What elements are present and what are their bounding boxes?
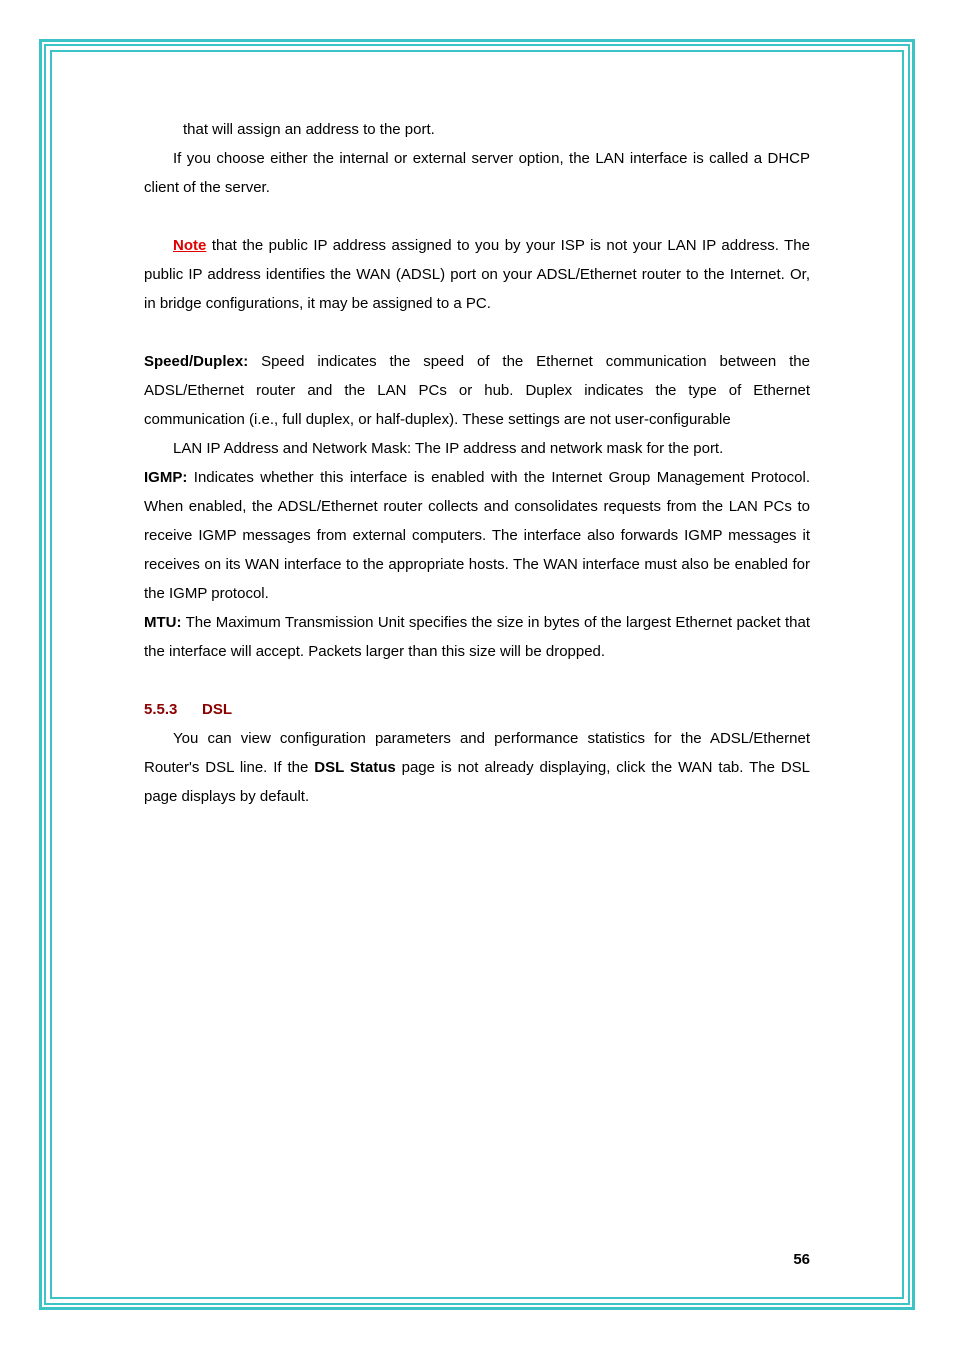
dsl-status-term: DSL Status — [314, 759, 396, 776]
section-title: DSL — [202, 701, 232, 718]
dsl-text-2: page is not already displaying, click the WAN tab. The DSL page displays by default. — [144, 759, 810, 805]
paragraph-speed-duplex — [144, 347, 810, 434]
igmp-label: IGMP: — [144, 469, 188, 486]
speed-duplex-label: Speed/Duplex: — [144, 353, 249, 370]
mtu-label: MTU: — [144, 614, 182, 631]
spacer — [144, 202, 810, 231]
paragraph-dsl — [144, 724, 810, 811]
dsl-text-1: You can view configuration parameters and performance statistics for the ADSL/Ethernet Router's DSL line. If the — [144, 730, 810, 776]
section-number: 5.5.3 — [144, 701, 178, 718]
paragraph-port-address: that will assign an address to the port. — [183, 121, 435, 138]
spacer — [144, 666, 810, 695]
paragraph-mtu — [144, 608, 810, 666]
paragraph-igmp — [144, 463, 810, 608]
speed-duplex-text: Speed indicates the speed of the Ethernet communication between the ADSL/Ethernet router and the LAN PCs or hub. Duplex indicates the type of Ethernet communication (i.e., full duplex, or half-duplex). These settings are not user-configurable — [144, 353, 810, 428]
igmp-text: Indicates whether this interface is enabled with the Internet Group Management Protocol. When enabled, the ADSL/Ethernet router collects and consolidates requests from the LAN PCs to receive IGMP messages from external computers. The interface also forwards IGMP messages it receives on its WAN interface to the appropriate hosts. The WAN interface must also be enabled for the IGMP protocol. — [144, 469, 810, 602]
paragraph-dhcp-client: If you choose either the internal or external server option, the LAN interface is called a DHCP client of the server. — [144, 150, 810, 196]
note-label: Note — [173, 237, 207, 254]
document-body — [144, 115, 810, 811]
spacer — [144, 318, 810, 347]
paragraph-lan-ip: LAN IP Address and Network Mask: The IP address and network mask for the port. — [173, 440, 724, 457]
section-heading — [144, 695, 810, 724]
paragraph-note — [144, 231, 810, 318]
mtu-text: The Maximum Transmission Unit specifies the size in bytes of the largest Ethernet packet that the interface will accept. Packets larger than this size will be dropped. — [144, 614, 810, 660]
note-text: that the public IP address assigned to you by your ISP is not your LAN IP address. The public IP address identifies the WAN (ADSL) port on your ADSL/Ethernet router to the Internet. Or, in bridge configurations, it may be assigned to a PC. — [144, 237, 810, 312]
page-number: 56 — [793, 1251, 810, 1268]
